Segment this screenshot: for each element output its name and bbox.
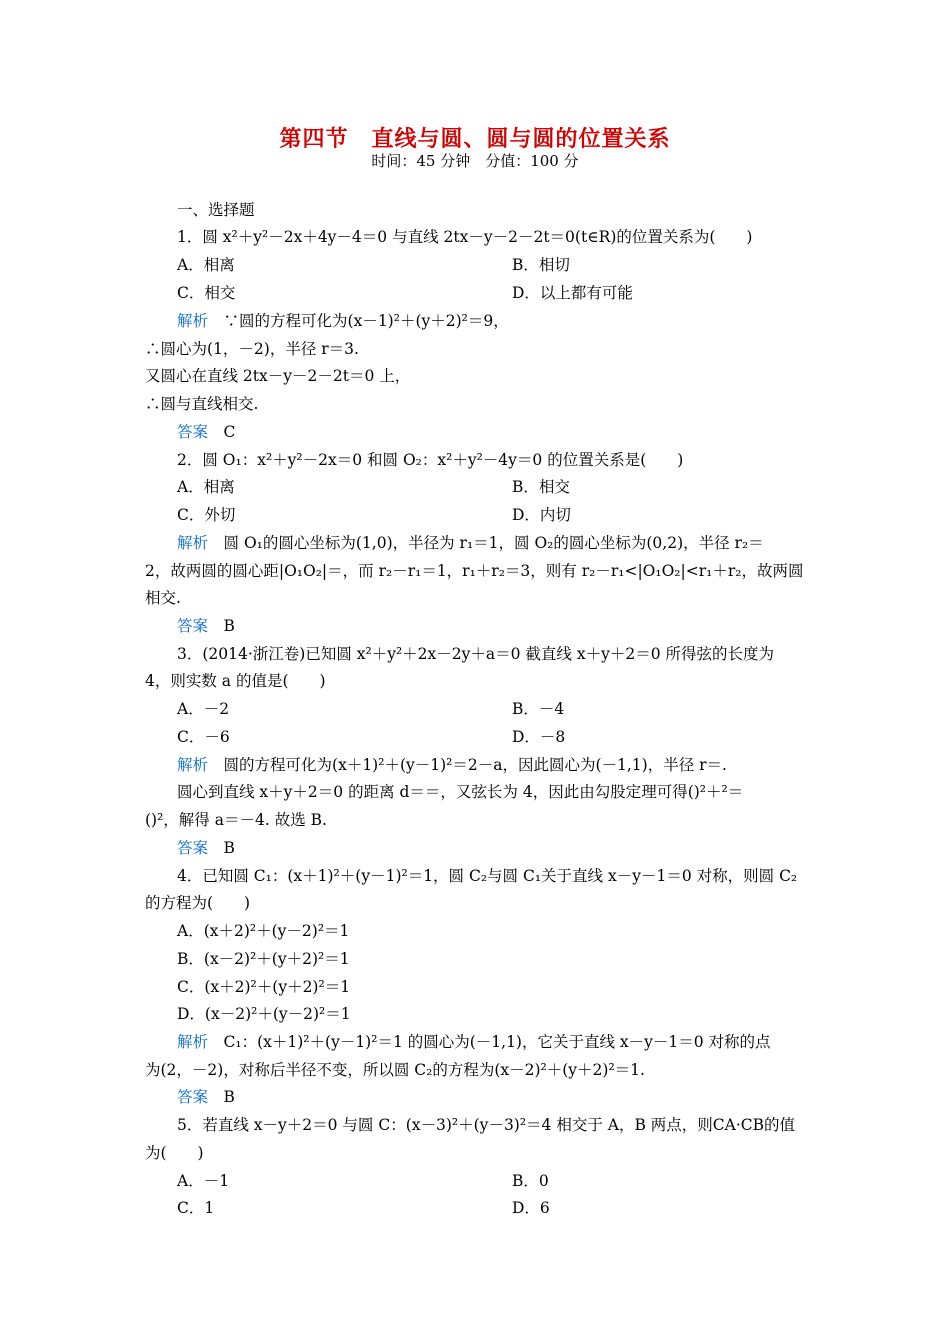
q1-analysis-text: ∵圆的方程可化为(x－1)²＋(y＋2)²＝9，	[223, 312, 509, 330]
q5-option-d: D．6	[512, 1199, 550, 1217]
q4-option-a: A．(x＋2)²＋(y－2)²＝1	[177, 922, 350, 940]
q2-option-a: A．相离	[177, 478, 235, 496]
q3-option-a: A．－2	[177, 700, 230, 718]
q3-answer-line	[177, 838, 842, 858]
q3-option-d: D．－8	[512, 728, 566, 746]
q5-stem-1: 5．若直线 x－y＋2＝0 与圆 C：(x－3)²＋(y－3)²＝4 相交于 A，B 两点，则CA·CB的值	[177, 1116, 796, 1134]
q2-option-d: D．内切	[512, 506, 571, 524]
q1-analysis-line	[177, 311, 842, 331]
q4-analysis-text: C₁：(x＋1)²＋(y－1)²＝1 的圆心为(－1,1)，它关于直线 x－y－1＝0 对称的点	[223, 1033, 771, 1051]
q3-analysis-3: ()²，解得 a＝－4. 故选 B.	[145, 811, 327, 829]
q3-stem-1: 3．(2014·浙江卷)已知圆 x²＋y²＋2x－2y＋a＝0 截直线 x＋y＋2＝0 所得弦的长度为	[177, 645, 775, 663]
analysis-tag: 解析	[177, 312, 209, 330]
q4-answer-line	[177, 1087, 842, 1107]
analysis-tag: 解析	[177, 756, 209, 774]
q3-analysis-line	[177, 755, 842, 775]
q1-option-c: C．相交	[177, 284, 236, 302]
q2-stem: 2．圆 O₁：x²＋y²－2x＝0 和圆 O₂：x²＋y²－4y＝0 的位置关系是( )	[177, 451, 684, 469]
q4-stem-1: 4．已知圆 C₁：(x＋1)²＋(y－1)²＝1，圆 C₂与圆 C₁关于直线 x－y－1＝0 对称，则圆 C₂	[177, 867, 798, 885]
q3-option-c: C．－6	[177, 728, 230, 746]
q1-answer: C	[223, 423, 236, 441]
q1-option-b: B．相切	[512, 256, 570, 274]
section-heading: 一、选择题	[177, 201, 255, 219]
q4-analysis-line	[177, 1032, 842, 1052]
q3-answer: B	[223, 839, 235, 857]
q1-analysis-2: ∴圆心为(1，－2)，半径 r＝3.	[145, 340, 359, 358]
q2-option-c: C．外切	[177, 506, 236, 524]
q4-option-c: C．(x＋2)²＋(y＋2)²＝1	[177, 978, 351, 996]
q3-analysis-text: 圆的方程可化为(x＋1)²＋(y－1)²＝2－a，因此圆心为(－1,1)，半径 r＝.	[223, 756, 727, 774]
q2-option-b: B．相交	[512, 478, 570, 496]
q3-stem-2: 4，则实数 a 的值是( )	[145, 672, 326, 690]
q3-analysis-2: 圆心到直线 x＋y＋2＝0 的距离 d＝＝，又弦长为 4，因此由勾股定理可得()²＋²＝	[177, 783, 744, 801]
q5-option-b: B．0	[512, 1172, 549, 1190]
q2-analysis-3: 相交.	[145, 589, 181, 607]
q1-option-d: D．以上都有可能	[512, 284, 633, 302]
q4-option-d: D．(x－2)²＋(y－2)²＝1	[177, 1005, 351, 1023]
q1-stem: 1．圆 x²＋y²－2x＋4y－4＝0 与直线 2tx－y－2－2t＝0(t∈R)的位置关系为( )	[177, 228, 753, 246]
q3-option-b: B．－4	[512, 700, 565, 718]
q4-answer: B	[223, 1088, 235, 1106]
q1-analysis-4: ∴圆与直线相交.	[145, 395, 259, 413]
answer-tag: 答案	[177, 1088, 209, 1106]
q4-option-b: B．(x－2)²＋(y＋2)²＝1	[177, 950, 350, 968]
page-subtitle: 时间：45 分钟 分值：100 分	[371, 152, 579, 170]
q2-analysis-text: 圆 O₁的圆心坐标为(1,0)，半径为 r₁＝1，圆 O₂的圆心坐标为(0,2)，半径 r₂＝	[223, 534, 764, 552]
analysis-tag: 解析	[177, 534, 209, 552]
answer-tag: 答案	[177, 617, 209, 635]
q4-analysis-2: 为(2，－2)，对称后半径不变，所以圆 C₂的方程为(x－2)²＋(y＋2)²＝1.	[145, 1061, 645, 1079]
answer-tag: 答案	[177, 423, 209, 441]
q2-analysis-2: 2，故两圆的圆心距|O₁O₂|＝，而 r₂－r₁＝1，r₁＋r₂＝3，则有 r₂－r₁<|O₁O₂|<r₁＋r₂，故两圆	[145, 562, 804, 580]
q5-stem-2: 为( )	[145, 1144, 204, 1162]
analysis-tag: 解析	[177, 1033, 209, 1051]
q1-option-a: A．相离	[177, 256, 235, 274]
answer-tag: 答案	[177, 839, 209, 857]
q1-answer-line	[177, 422, 842, 442]
page-title: 第四节 直线与圆、圆与圆的位置关系	[279, 127, 671, 152]
q1-analysis-3: 又圆心在直线 2tx－y－2－2t＝0 上，	[145, 367, 411, 385]
q5-option-a: A．－1	[177, 1172, 230, 1190]
q2-answer-line	[177, 616, 842, 636]
q5-option-c: C．1	[177, 1199, 215, 1217]
q2-analysis-line	[177, 533, 810, 553]
q4-stem-2: 的方程为( )	[145, 894, 251, 912]
q2-answer: B	[223, 617, 235, 635]
